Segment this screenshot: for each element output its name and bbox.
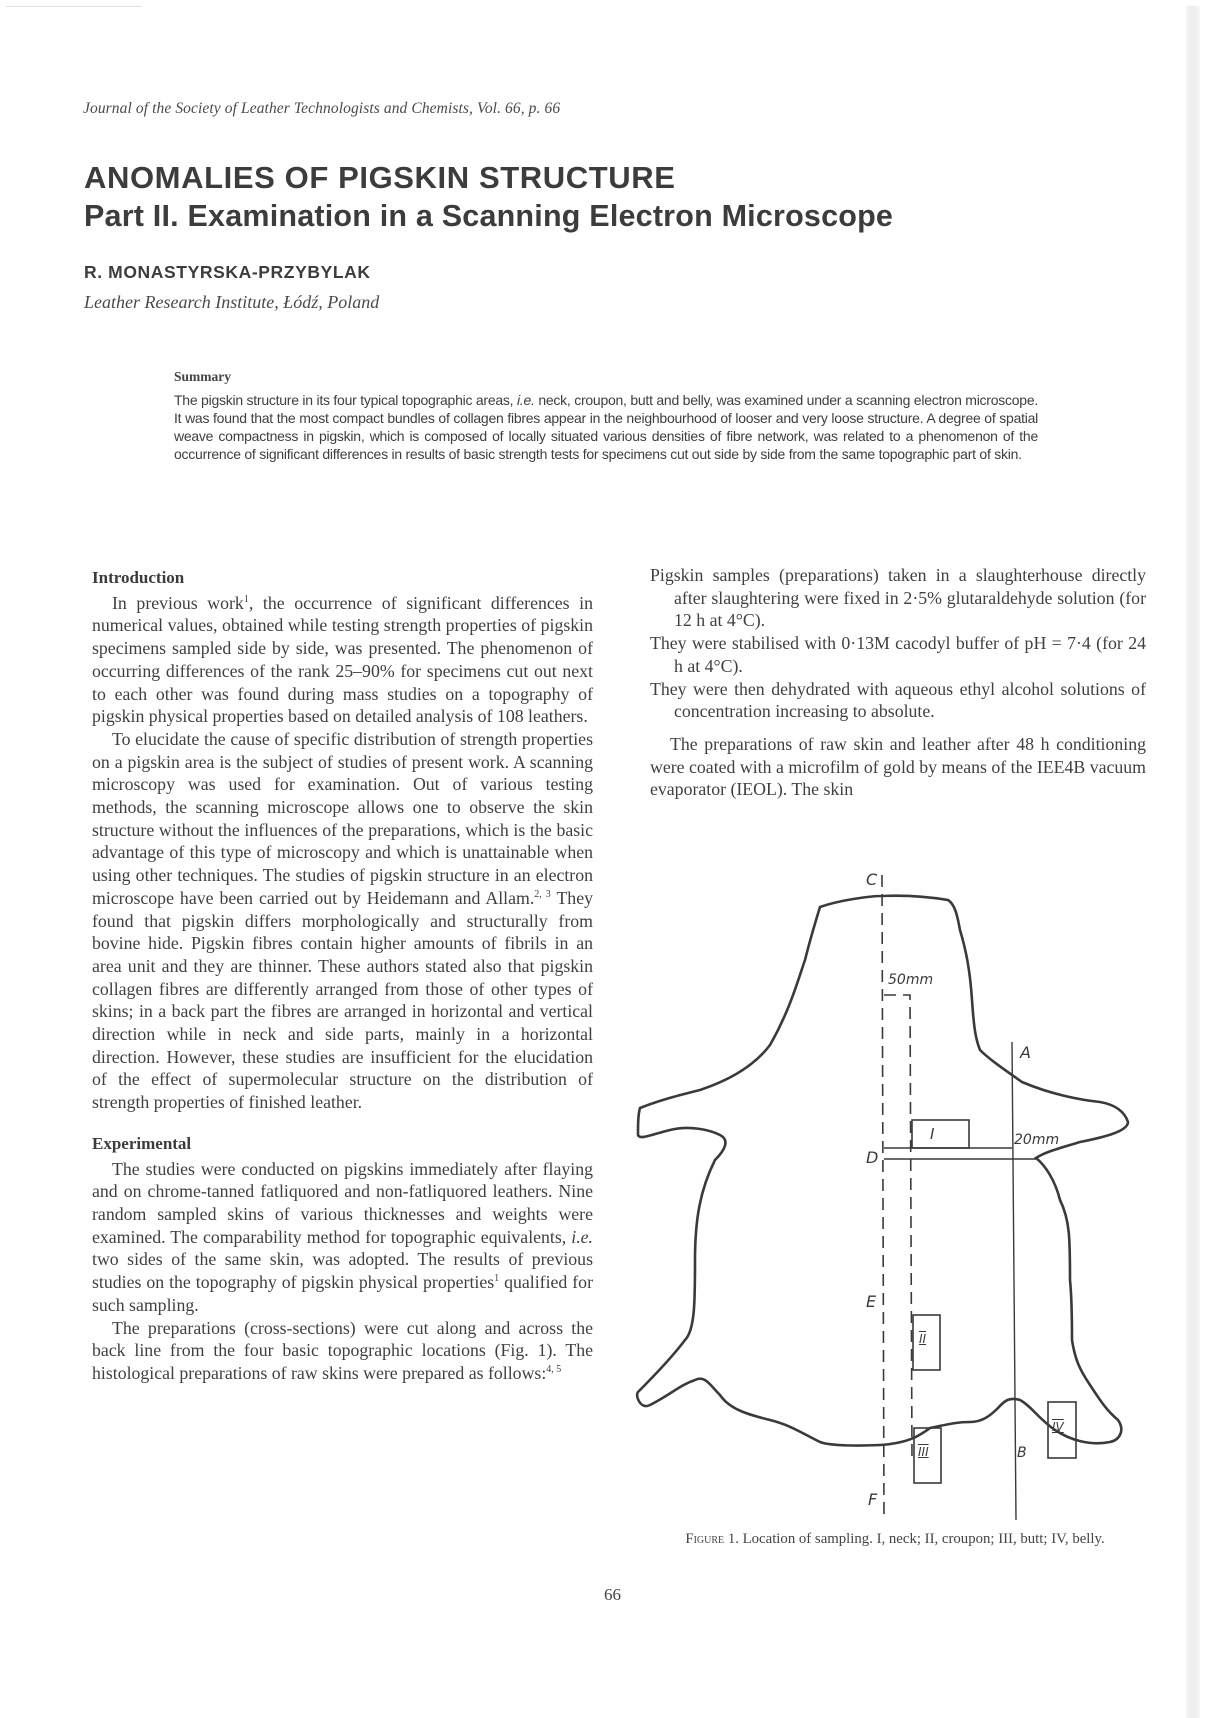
article-subtitle: Part II. Examination in a Scanning Electron Microscope — [84, 199, 894, 233]
section-heading-introduction: Introduction — [92, 568, 185, 587]
label-F: F — [868, 1490, 878, 1509]
paragraph — [92, 1158, 593, 1317]
scan-artifact-line — [6, 6, 141, 7]
label-zone-I: I — [930, 1125, 935, 1143]
figure-1 — [630, 860, 1150, 1520]
text: The preparations (cross-sections) were cut along and across the back line from the four basic topographic locations (Fig. 1). The histological preparations of raw skins were prepared as follows: — [92, 1317, 593, 1383]
caption-text: Location of sampling. I, neck; II, croupon; III, butt; IV, belly. — [738, 1531, 1105, 1547]
citation: 4, 5 — [546, 1363, 562, 1375]
citation: 2, 3 — [534, 888, 551, 900]
label-zone-II: II — [919, 1332, 927, 1346]
label-A: A — [1020, 1043, 1031, 1062]
paragraph — [92, 728, 593, 1114]
text: In previous work — [112, 592, 244, 613]
zone-I-box — [912, 1120, 969, 1148]
left-column — [92, 567, 593, 1385]
text: , the occurrence of significant differences in numerical values, obtained while testing strength properties of pigskin specimens sampled side by side, was presented. The phenomenon of occurring differences of the rank 25–90% for specimens cut out next to each other was found during mass studies on a topography of pigskin physical properties based on detailed analysis of 108 leathers. — [92, 592, 594, 727]
line-A-B — [1012, 1042, 1016, 1520]
procedure-step: Pigskin samples (preparations) taken in a slaughterhouse directly after slaughtering were fixed in 2·5% glutaraldehyde solution (for 12 h at 4°C). — [650, 565, 1146, 631]
text: The studies were conducted on pigskins immediately after flaying and on chrome-tanned fatliquored and non-fatliquored leathers. Nine random sampled skins of various thicknesses and weights were examined. The comparability method for topographic equivalents, — [92, 1158, 593, 1247]
summary-italic: i.e. — [516, 392, 535, 408]
label-D: D — [866, 1148, 879, 1167]
label-zone-IV: IV — [1052, 1420, 1064, 1434]
summary-heading: Summary — [174, 369, 231, 384]
paragraph — [92, 1317, 593, 1385]
text: two sides of the same skin, was adopted. The results of previous studies on the topography of pigskin physical properties — [92, 1249, 593, 1293]
article-title: ANOMALIES OF PIGSKIN STRUCTURE — [84, 160, 676, 195]
summary-text — [174, 391, 1038, 463]
right-column — [650, 564, 1146, 801]
summary-text-part: The pigskin structure in its four typical topographic areas, — [174, 392, 517, 408]
label-20mm: 20mm — [1014, 1132, 1060, 1148]
line-C-F — [882, 875, 884, 1520]
section-heading-experimental: Experimental — [92, 1133, 192, 1153]
summary — [174, 369, 1038, 463]
offset-50mm-line — [884, 995, 912, 1460]
title-block — [84, 160, 893, 236]
text: They found that pigskin differs morphologically and structurally from bovine hide. Pigskin fibres contain higher amounts of fibrils in an area unit and they are thinner. These authors stated also that pigskin collagen fibres are differently arranged from those of other types of skins; in a back part the fibres are arranged in horizontal and vertical direction while in neck and side parts, mainly in a horizontal direction. However, these studies are insufficient for the elucidation of the effect of supermolecular structure on the distribution of strength properties of finished leather. — [92, 887, 593, 1113]
figure-caption — [640, 1530, 1150, 1549]
affiliation: Leather Research Institute, Łódź, Poland — [84, 292, 380, 312]
scan-page-edge — [1186, 6, 1200, 1718]
label-E: E — [866, 1292, 877, 1311]
label-50mm: 50mm — [888, 972, 934, 988]
procedure-step: They were then dehydrated with aqueous ethyl alcohol solutions of concentration increasing to absolute. — [650, 678, 1146, 722]
text: qualified for such sampling. — [92, 1272, 593, 1315]
zone-II-box — [913, 1315, 940, 1370]
label-zone-III: III — [918, 1445, 929, 1459]
running-head: Journal of the Society of Leather Technologists and Chemists, Vol. 66, p. 66 — [83, 100, 561, 117]
pigskin-diagram — [630, 860, 1150, 1520]
author: R. MONASTYRSKA-PRZYBYLAK — [84, 262, 371, 282]
procedure-step: They were stabilised with 0·13M cacodyl buffer of pH = 7·4 (for 24 h at 4°C). — [650, 633, 1146, 676]
summary-text-part: neck, croupon, butt and belly, was examined under a scanning electron microscope. It was found that the most compact bundles of collagen fibres appear in the neighbourhood of looser and very loose structure. A degree of spatial weave compactness in pigskin, which is composed of locally situated various densities of fibre network, was related to a phenomenon of the occurrence of significant differences in results of basic strength tests for specimens cut out side by side from the same topographic part of skin. — [174, 392, 1038, 462]
label-B: B — [1017, 1445, 1027, 1461]
text: To elucidate the cause of specific distribution of strength properties on a pigskin area is the subject of studies of present work. A scanning microscopy was used for examination. Out of various testing methods, the scanning microscope allows one to observe the skin structure without the influences of the preparations, which is the basic advantage of this type of microscopy and which is unattainable when using other techniques. The studies of pigskin structure in an electron microscope have been carried out by Heidemann and Allam. — [92, 728, 593, 908]
text-italic: i.e. — [571, 1226, 593, 1247]
label-C: C — [866, 870, 878, 889]
caption-prefix: Figure 1. — [685, 1531, 739, 1547]
citation: 1 — [243, 593, 249, 605]
paragraph: The preparations of raw skin and leather after 48 h conditioning were coated with a microfilm of gold by means of the IEE4B vacuum evaporator (IEOL). The skin — [650, 733, 1146, 800]
paragraph — [92, 592, 593, 728]
citation: 1 — [494, 1273, 500, 1285]
page-number: 66 — [604, 1585, 621, 1604]
